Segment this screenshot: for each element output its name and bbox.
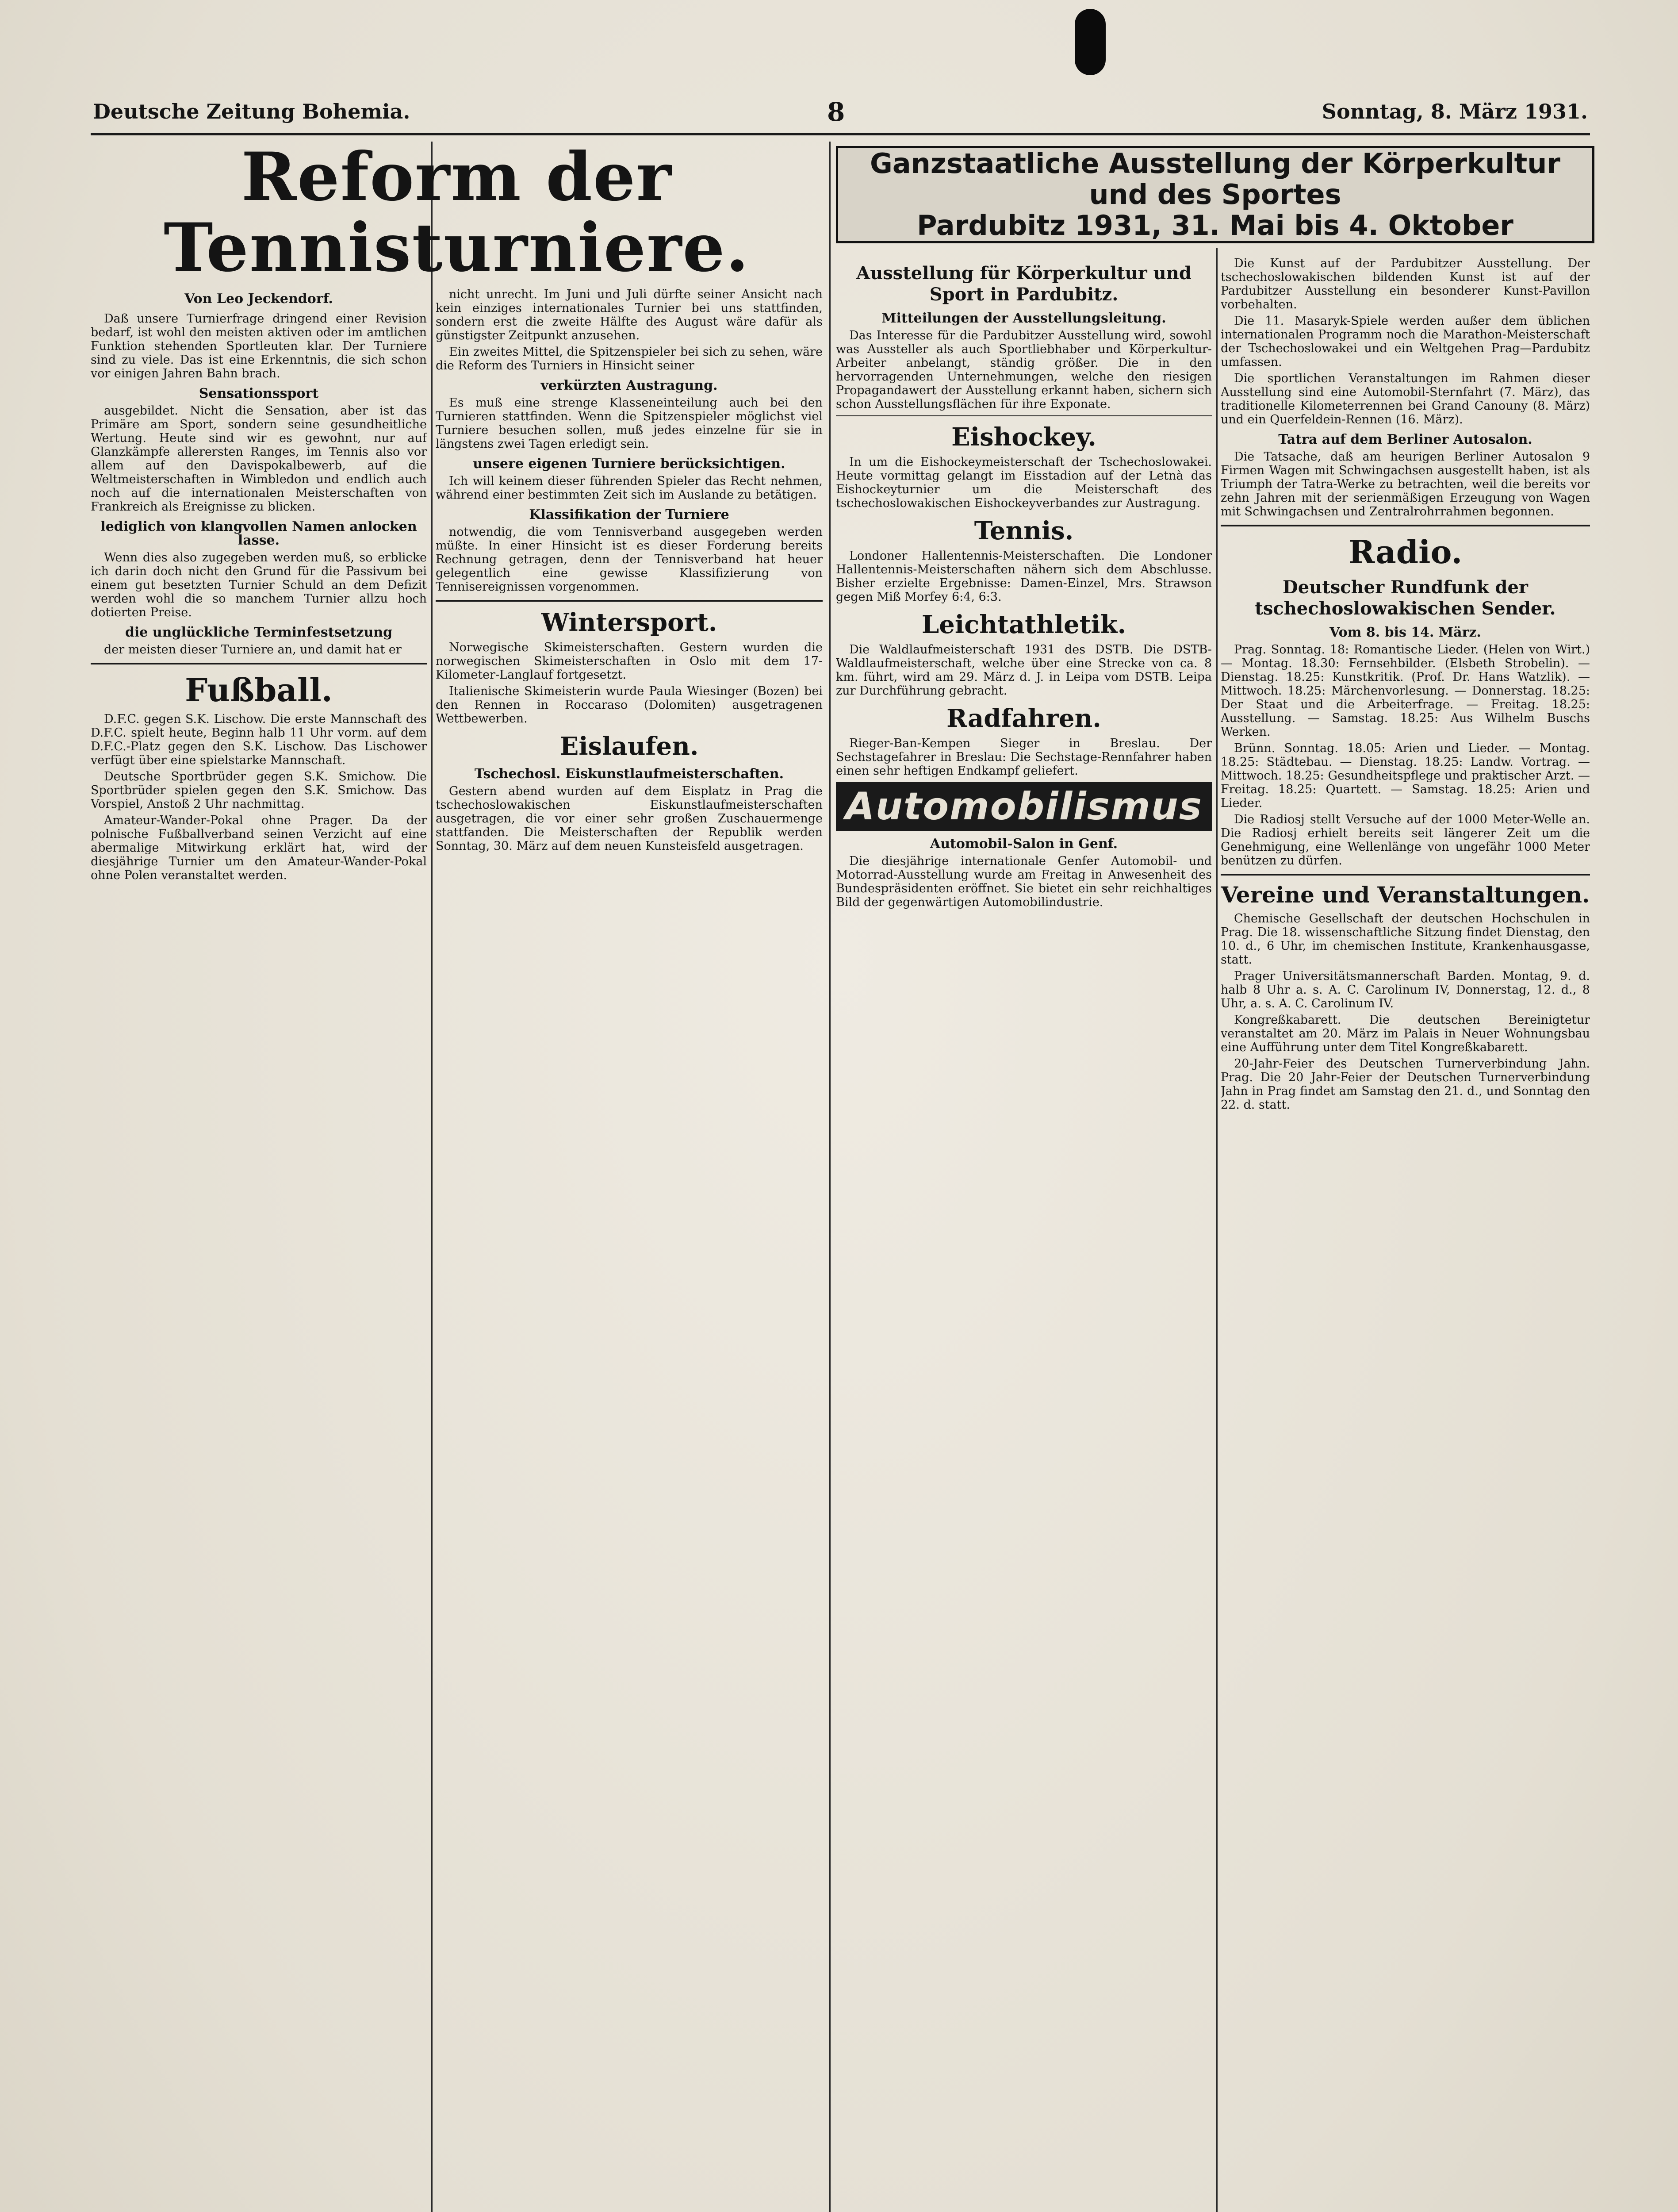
article-paragraph: Es muß eine strenge Klasseneinteilung auch bei den Turnieren stattfinden. Wenn die Spitzenspieler möglichst viel Turniere besuchen sollen, muß jedes einzelne für sie in längstens zwei Tagen erledigt sein.	[436, 396, 823, 451]
section-heading: lediglich von klangvollen Namen anlocken lasse.	[100, 519, 417, 548]
fussball-heading: Fußball.	[185, 671, 333, 709]
column-divider	[431, 142, 433, 2212]
column-4	[1221, 257, 1590, 2212]
article-paragraph: Die diesjährige internationale Genfer Automobil- und Motorrad-Ausstellung wurde am Freitag in Anwesenheit des Bundespräsidenten eröffnet. Sie bietet ein sehr reichhaltiges Bild der gegenwärtigen Automobilindustrie.	[836, 854, 1212, 909]
section-heading: die unglückliche Terminfestsetzung	[125, 625, 393, 640]
section-rule	[91, 663, 427, 664]
article-paragraph: D.F.C. gegen S.K. Lischow. Die erste Mannschaft des D.F.C. spielt heute, Beginn halb 11 Uhr vorm. auf dem D.F.C.-Platz gegen den S.K. Lischow. Das Lischower verfügt über eine spielstarke Mannschaft.	[91, 712, 427, 767]
paper-name: Deutsche Zeitung Bohemia.	[93, 100, 410, 123]
article-paragraph: Die 11. Masaryk-Spiele werden außer dem üblichen internationalen Programm noch die Marathon-Meisterschaft der Tschechoslowakei und ein Weltgehen Prag—Pardubitz umfassen.	[1221, 314, 1590, 369]
article-paragraph: Brünn. Sonntag. 18.05: Arien und Lieder. — Montag. 18.25: Städtebau. — Dienstag. 18.25: Landw. Vortrag. — Mittwoch. 18.25: Gesundheitspflege und praktischer Arzt. — Freitag. 18.25: Quartett. — Samstag. 18.25: Arien und Lieder.	[1221, 741, 1590, 810]
radfahren-heading: Radfahren.	[946, 704, 1101, 733]
masthead-rule	[91, 133, 1590, 135]
section-heading: Tschechosl. Eiskunstlaufmeisterschaften.	[474, 766, 784, 782]
article-paragraph: nicht unrecht. Im Juni und Juli dürfte seiner Ansicht nach kein einziges internationales Turnier bei uns stattfinden, sondern erst die zweite Hälfte des August wäre dafür als günstigster Zeitpunkt anzusehen.	[436, 288, 823, 342]
section-heading: unsere eigenen Turniere berücksichtigen.	[473, 456, 785, 472]
article-paragraph: Amateur-Wander-Pokal ohne Prager. Da der polnische Fußballverband seinen Verzicht auf eine abermalige Mitwirkung erklärt hat, wird der diesjährige Turnier um den Amateur-Wander-Pokal ohne Polen veranstaltet werden.	[91, 814, 427, 882]
article-paragraph: Daß unsere Turnierfrage dringend einer Revision bedarf, ist wohl den meisten aktiven oder im amtlichen Funktion stehenden Sportleuten klar. Der Turniere sind zu viele. Das ist eine Erkenntnis, die sich schon vor einigen Jahren Bahn brach.	[91, 312, 427, 380]
section-heading: verkürzten Austragung.	[540, 378, 718, 393]
article-paragraph: Die Kunst auf der Pardubitzer Ausstellung. Der tschechoslowakischen bildenden Kunst ist auf der Pardubitzer Ausstellung ein besonderer Kunst-Pavillon vorbehalten.	[1221, 257, 1590, 311]
page-number: 8	[827, 97, 845, 127]
ad-line: Pardubitz 1931, 31. Mai bis 4. Oktober	[917, 209, 1513, 242]
article-paragraph: Die Radiosj stellt Versuche auf der 1000 Meter-Welle an. Die Radiosj erhielt bereits seit längerer Zeit um die Genehmigung, eine Wellenlänge von ungefähr 1000 Meter benützen zu dürfen.	[1221, 813, 1590, 868]
column-1	[91, 288, 427, 2212]
article-paragraph: Prager Universitätsmannerschaft Barden. Montag, 9. d. halb 8 Uhr a. s. A. C. Carolinum IV, Donnerstag, 12. d., 8 Uhr, a. s. A. C. Carolinum IV.	[1221, 969, 1590, 1010]
issue-date: Sonntag, 8. März 1931.	[1322, 100, 1588, 123]
radio-date: Vom 8. bis 14. März.	[1329, 625, 1481, 640]
expo-heading: Ausstellung für Körperkultur und Sport in Pardubitz.	[856, 263, 1191, 305]
article-paragraph: Norwegische Skimeisterschaften. Gestern wurden die norwegischen Skimeisterschaften in Oslo mit dem 17-Kilometer-Langlauf fortgesetzt.	[436, 641, 823, 682]
article-paragraph: Wenn dies also zugegeben werden muß, so erblicke ich darin doch nicht den Grund für die Passivum bei einem gut besetzten Turnier Schuld an dem Defizit werden wohl die so manchem Turnier allzu hoch dotierten Preise.	[91, 551, 427, 619]
article-paragraph: Das Interesse für die Pardubitzer Ausstellung wird, sowohl was Aussteller als auch Sportliebhaber und Körperkultur-Arbeiter anbelangt, ständig größer. Die in den hervorragenden Unternehmungen, welche den riesigen Propagandawert der Ausstellung erkannt haben, sichern sich schon Ausstellungsflächen für ihre Exponate.	[836, 329, 1212, 411]
article-paragraph: Die Tatsache, daß am heurigen Berliner Autosalon 9 Firmen Wagen mit Schwingachsen ausgestellt haben, ist als Triumph der Tatra-Werke zu betrachten, weil die bereits vor zehn Jahren mit der serienmäßigen Erzeugung von Wagen mit Schwingachsen und Zentralrohrrahmen begonnen.	[1221, 450, 1590, 518]
article-paragraph: Kongreßkabarett. Die deutschen Bereinigtetur veranstaltet am 20. März im Palais in Neuer Wohnungsbau eine Aufführung unter dem Titel Kongreßkabarett.	[1221, 1013, 1590, 1054]
automobilismus-banner: Automobilismus	[836, 782, 1212, 831]
section-rule	[1221, 525, 1590, 526]
article-paragraph: Chemische Gesellschaft der deutschen Hochschulen in Prag. Die 18. wissenschaftliche Sitzung findet Dienstag, den 10. d., 6 Uhr, im chemischen Institute, Krankenhausgasse, statt.	[1221, 912, 1590, 967]
eishockey-heading: Eishockey.	[951, 422, 1096, 452]
article-paragraph: der meisten dieser Turniere an, und damit hat er	[104, 643, 402, 657]
article-paragraph: Londoner Hallentennis-Meisterschaften. Die Londoner Hallentennis-Meisterschaften nähern sich dem Abschlusse. Bisher erzielte Ergebnisse: Damen-Einzel, Mrs. Strawson gegen Miß Morfey 6:4, 6:3.	[836, 549, 1212, 604]
article-byline: Von Leo Jeckendorf.	[184, 291, 333, 307]
column-divider	[829, 142, 831, 2212]
column-3	[836, 257, 1212, 2212]
section-heading: Mitteilungen der Ausstellungsleitung.	[881, 311, 1166, 326]
column-2	[436, 288, 823, 2212]
expo-advertisement	[836, 146, 1594, 243]
tennis-article-header	[91, 142, 823, 283]
section-heading: Tatra auf dem Berliner Autosalon.	[1278, 432, 1532, 447]
article-paragraph: Ich will keinem dieser führenden Spieler das Recht nehmen, während einer bestimmten Zeit sich im Auslande zu betätigen.	[436, 474, 823, 502]
section-heading: Klassifikation der Turniere	[529, 507, 729, 522]
section-rule	[1221, 874, 1590, 876]
article-paragraph: Rieger-Ban-Kempen Sieger in Breslau. Der Sechstagefahrer in Breslau: Die Sechstage-Rennfahrer haben einen sehr heftigen Endkampf geliefert.	[836, 737, 1212, 778]
masthead	[93, 97, 1588, 131]
radio-subheading: Deutscher Rundfunk der tschechoslowakischen Sender.	[1255, 577, 1556, 619]
article-paragraph: Italienische Skimeisterin wurde Paula Wiesinger (Bozen) bei den Rennen in Roccaraso (Dolomiten) ausgetragenen Wettbewerben.	[436, 684, 823, 726]
eislaufen-heading: Eislaufen.	[559, 732, 699, 761]
article-paragraph: Die sportlichen Veranstaltungen im Rahmen dieser Ausstellung sind eine Automobil-Sternfahrt (7. März), das traditionelle Kilometerrennen bei Grand Canouny (8. März) und ein Querfeldein-Rennen (16. März).	[1221, 372, 1590, 426]
article-paragraph: Gestern abend wurden auf dem Eisplatz in Prag die tschechoslowakischen Eiskunstlaufmeisterschaften ausgetragen, die vor einer sehr großen Zuschauermenge stattfanden. Die Meisterschaften der Republik werden Sonntag, 30. März auf dem neuen Kunsteisfeld ausgetragen.	[436, 784, 823, 853]
article-paragraph: Ein zweites Mittel, die Spitzenspieler bei sich zu sehen, wäre die Reform des Turniers in Hinsicht seiner	[436, 345, 823, 373]
article-paragraph: ausgebildet. Nicht die Sensation, aber ist das Primäre am Sport, sondern seine gesundheitliche Wertung. Heute sind wir es gewohnt, nur auf Glanzkämpfe allerersten Ranges, im Tennis also vor allem auf den Davispokalbewerb, auf die Weltmeisterschaften in Wimbledon und endlich auch noch auf die internationalen Meisterschaften von Frankreich als Ereignisse zu blicken.	[91, 404, 427, 514]
section-rule	[436, 600, 823, 602]
punch-hole	[1075, 9, 1106, 75]
article-paragraph: In um die Eishockeymeisterschaft der Tschechoslowakei. Heute vormittag gelangt im Eisstadion auf der Letnà das Eishockeyturnier um die Meisterschaft des tschechoslowakischen Eishockeyverbandes zur Austragung.	[836, 455, 1212, 510]
article-paragraph: 20-Jahr-Feier des Deutschen Turnerverbindung Jahn. Prag. Die 20 Jahr-Feier der Deutschen Turnerverbindung Jahn in Prag findet am Samstag den 21. d., und Sonntag den 22. d. statt.	[1221, 1057, 1590, 1112]
article-paragraph: Prag. Sonntag. 18: Romantische Lieder. (Helen von Wirt.) — Montag. 18.30: Fernsehbilder. (Elsbeth Strobelin). — Dienstag. 18.25: Kunstkritik. (Prof. Dr. Hans Watzlik). — Mittwoch. 18.25: Märchenvorlesung. — Donnerstag. 18.25: Der Staat und die Arbeiterfrage. — Freitag. 18.25: Ausstellung. — Samstag. 18.25: Aus Wilhelm Buschs Werken.	[1221, 643, 1590, 739]
section-heading: Automobil-Salon in Genf.	[930, 836, 1118, 852]
tennis-heading: Tennis.	[974, 516, 1074, 545]
article-paragraph: notwendig, die vom Tennisverband ausgegeben werden müßte. In einer Hinsicht ist es dieser Forderung bereits Rechnung getragen, denn der Tennisverband hat heuer gelegentlich eine gewisse Klassifizierung von Tennisereignissen vorgenommen.	[436, 525, 823, 594]
wintersport-heading: Wintersport.	[541, 608, 717, 637]
vereine-heading: Vereine und Veranstaltungen.	[1221, 882, 1590, 908]
section-heading: Sensationssport	[199, 386, 319, 401]
section-rule	[836, 415, 1212, 416]
leichtathletik-heading: Leichtathletik.	[921, 610, 1126, 639]
ad-line: Ganzstaatliche Ausstellung der Körperkultur	[870, 147, 1560, 180]
article-paragraph: Die Waldlaufmeisterschaft 1931 des DSTB. Die DSTB-Waldlaufmeisterschaft, welche über eine Strecke von ca. 8 km. führt, wird am 29. März d. J. in Leipa vom DSTB. Leipa zur Durchführung gebracht.	[836, 643, 1212, 698]
column-divider	[1216, 248, 1218, 2212]
radio-heading: Radio.	[1348, 533, 1463, 571]
article-paragraph: Deutsche Sportbrüder gegen S.K. Smichow. Die Sportbrüder spielen gegen den S.K. Smichow. Das Vorspiel, Anstoß 2 Uhr nachmittag.	[91, 770, 427, 811]
ad-line: und des Sportes	[1089, 178, 1341, 211]
article-title: Reform der Tennisturniere.	[164, 142, 750, 283]
